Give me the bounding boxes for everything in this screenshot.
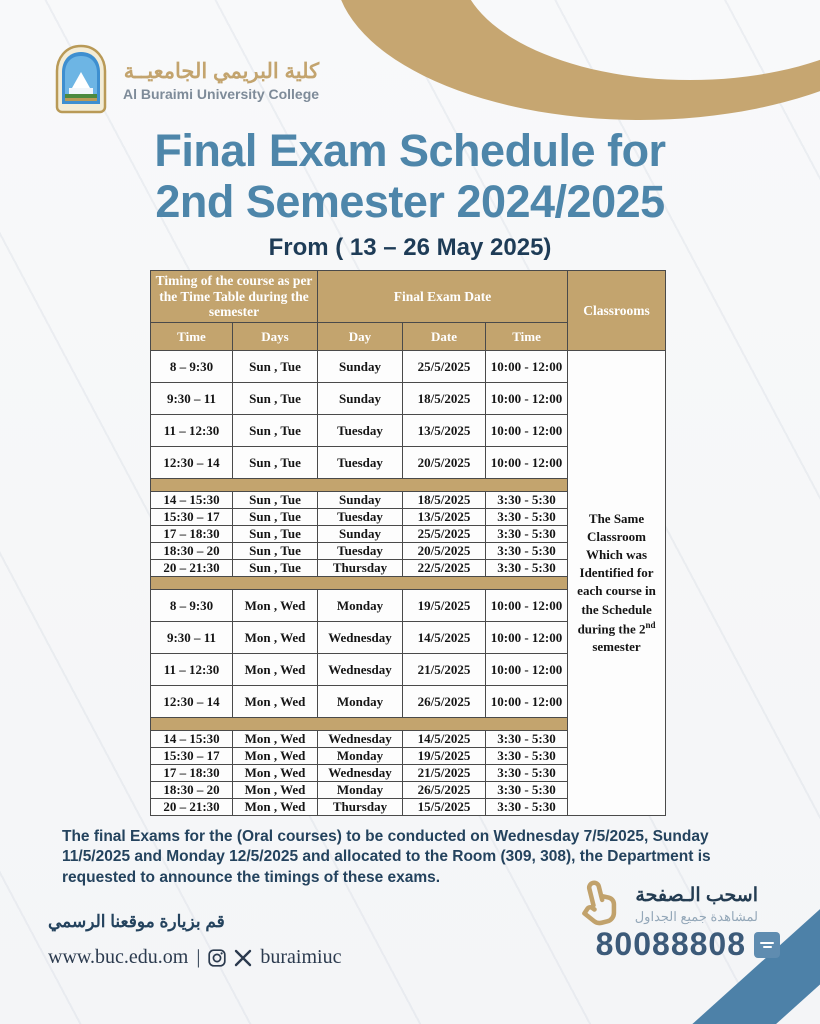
cell-days: Sun , Tue [233,526,318,543]
header-col-exam-time: Time [486,323,568,351]
cell-exam-day: Thursday [318,799,403,816]
cell-exam-time: 10:00 - 12:00 [486,351,568,383]
cell-exam-time: 3:30 - 5:30 [486,765,568,782]
cell-exam-day: Tuesday [318,543,403,560]
header-timing-group: Timing of the course as per the Time Table during the semester [151,271,318,323]
college-emblem-logo [52,44,110,116]
cell-exam-day: Monday [318,590,403,622]
cell-exam-date: 20/5/2025 [403,543,486,560]
cell-days: Mon , Wed [233,765,318,782]
cell-exam-time: 10:00 - 12:00 [486,415,568,447]
cell-days: Sun , Tue [233,509,318,526]
cell-exam-day: Thursday [318,560,403,577]
cell-exam-day: Sunday [318,492,403,509]
cell-days: Mon , Wed [233,654,318,686]
cell-time: 14 – 15:30 [151,731,233,748]
cell-days: Sun , Tue [233,351,318,383]
exam-table-body [151,351,666,816]
brand-text [123,59,319,102]
cell-exam-day: Wednesday [318,622,403,654]
header-classrooms: Classrooms [568,271,666,351]
classrooms-note-sup: nd [645,619,656,630]
header-col-time: Time [151,323,233,351]
cell-exam-time: 3:30 - 5:30 [486,543,568,560]
cell-time: 8 – 9:30 [151,351,233,383]
brand-header [52,44,319,116]
cell-exam-day: Wednesday [318,765,403,782]
cell-time: 9:30 – 11 [151,383,233,415]
cell-days: Sun , Tue [233,543,318,560]
header-col-days: Days [233,323,318,351]
cell-exam-time: 10:00 - 12:00 [486,383,568,415]
cell-days: Mon , Wed [233,799,318,816]
cell-exam-time: 3:30 - 5:30 [486,782,568,799]
cell-days: Mon , Wed [233,686,318,718]
cell-days: Sun , Tue [233,447,318,479]
cell-time: 18:30 – 20 [151,782,233,799]
cell-exam-day: Monday [318,748,403,765]
cell-exam-day: Tuesday [318,509,403,526]
separator-pipe: | [196,946,201,968]
page-title-line1: Final Exam Schedule for [154,125,666,176]
cell-days: Mon , Wed [233,748,318,765]
phone-number: 80088808 [595,926,746,962]
cell-days: Mon , Wed [233,731,318,748]
visit-website-arabic-text: قم بزيارة موقعنا الرسمي [48,912,225,931]
cell-exam-time: 3:30 - 5:30 [486,509,568,526]
cell-days: Mon , Wed [233,782,318,799]
header-col-day: Day [318,323,403,351]
cell-exam-time: 3:30 - 5:30 [486,526,568,543]
cell-exam-time: 3:30 - 5:30 [486,560,568,577]
table-row [151,351,666,383]
cell-exam-date: 25/5/2025 [403,526,486,543]
cell-exam-date: 20/5/2025 [403,447,486,479]
brand-name-arabic: كلية البريمي الجامعيــة [123,59,320,83]
cell-time: 17 – 18:30 [151,526,233,543]
cell-days: Mon , Wed [233,590,318,622]
cell-days: Sun , Tue [233,492,318,509]
swipe-subtitle-arabic: لمشاهدة جميع الجداول [634,908,758,924]
cell-exam-time: 3:30 - 5:30 [486,748,568,765]
cell-exam-day: Wednesday [318,731,403,748]
cell-exam-time: 10:00 - 12:00 [486,622,568,654]
cell-exam-day: Monday [318,782,403,799]
cell-time: 11 – 12:30 [151,654,233,686]
page-title-line2: 2nd Semester 2024/2025 [155,175,665,227]
cell-exam-time: 3:30 - 5:30 [486,731,568,748]
cell-time: 12:30 – 14 [151,686,233,718]
cell-exam-time: 10:00 - 12:00 [486,654,568,686]
cell-exam-day: Sunday [318,383,403,415]
cell-exam-date: 26/5/2025 [403,686,486,718]
cell-time: 15:30 – 17 [151,509,233,526]
oral-exams-note: The final Exams for the (Oral courses) to be conducted on Wednesday 7/5/2025, Sunday 11/5/2025 and Monday 12/5/2025 and allocated to the Room (309, 308), the Department is requested to announce the timings of these exams. [62,828,711,886]
cell-days: Sun , Tue [233,560,318,577]
cell-exam-date: 13/5/2025 [403,415,486,447]
exam-schedule-table [150,270,666,816]
cell-exam-day: Tuesday [318,447,403,479]
brand-name-english: Al Buraimi University College [123,85,320,102]
separator-cell [151,718,568,731]
cell-exam-date: 18/5/2025 [403,492,486,509]
cell-time: 14 – 15:30 [151,492,233,509]
call-center-icon [754,932,780,958]
cell-exam-date: 26/5/2025 [403,782,486,799]
cell-exam-date: 21/5/2025 [403,654,486,686]
x-twitter-icon [234,949,252,967]
classrooms-note-post: semester [592,639,641,655]
swipe-text [635,884,758,925]
cell-exam-date: 19/5/2025 [403,748,486,765]
classrooms-note: The Same Classroom Which was Identified for each course in the Schedule during the 2 [577,510,656,637]
cell-days: Sun , Tue [233,383,318,415]
cell-exam-date: 15/5/2025 [403,799,486,816]
cell-exam-date: 13/5/2025 [403,509,486,526]
classrooms-note-cell [568,351,666,816]
cell-exam-date: 18/5/2025 [403,383,486,415]
cell-exam-date: 14/5/2025 [403,731,486,748]
cell-time: 15:30 – 17 [151,748,233,765]
cell-time: 8 – 9:30 [151,590,233,622]
header-col-date: Date [403,323,486,351]
cell-exam-time: 3:30 - 5:30 [486,492,568,509]
cell-exam-date: 14/5/2025 [403,622,486,654]
cell-exam-day: Monday [318,686,403,718]
cell-exam-date: 22/5/2025 [403,560,486,577]
cell-time: 9:30 – 11 [151,622,233,654]
cell-exam-time: 10:00 - 12:00 [486,447,568,479]
cell-exam-date: 25/5/2025 [403,351,486,383]
social-handle: buraimiuc [260,946,342,968]
cell-time: 17 – 18:30 [151,765,233,782]
separator-cell [151,577,568,590]
cell-exam-time: 10:00 - 12:00 [486,590,568,622]
header-exam-date-group: Final Exam Date [318,271,568,323]
date-range-subtitle: From ( 13 – 26 May 2025) [268,233,552,261]
cell-days: Sun , Tue [233,415,318,447]
cell-time: 20 – 21:30 [151,799,233,816]
exam-schedule-table-wrap [150,270,666,816]
cell-days: Mon , Wed [233,622,318,654]
website-url: www.buc.edu.om [48,946,189,968]
cell-time: 20 – 21:30 [151,560,233,577]
cell-time: 18:30 – 20 [151,543,233,560]
website-line [48,946,341,969]
title-block [0,126,820,262]
swipe-title-arabic: اسحب الـصفحة [635,884,758,906]
phone-row [596,926,780,963]
cell-exam-day: Sunday [318,526,403,543]
cell-exam-day: Sunday [318,351,403,383]
cell-exam-day: Wednesday [318,654,403,686]
separator-cell [151,479,568,492]
cell-exam-date: 19/5/2025 [403,590,486,622]
cell-time: 12:30 – 14 [151,447,233,479]
cell-exam-day: Tuesday [318,415,403,447]
instagram-icon [208,949,226,967]
cell-time: 11 – 12:30 [151,415,233,447]
swipe-hint-block [573,876,758,932]
cell-exam-time: 3:30 - 5:30 [486,799,568,816]
cell-exam-date: 21/5/2025 [403,765,486,782]
cell-exam-time: 10:00 - 12:00 [486,686,568,718]
